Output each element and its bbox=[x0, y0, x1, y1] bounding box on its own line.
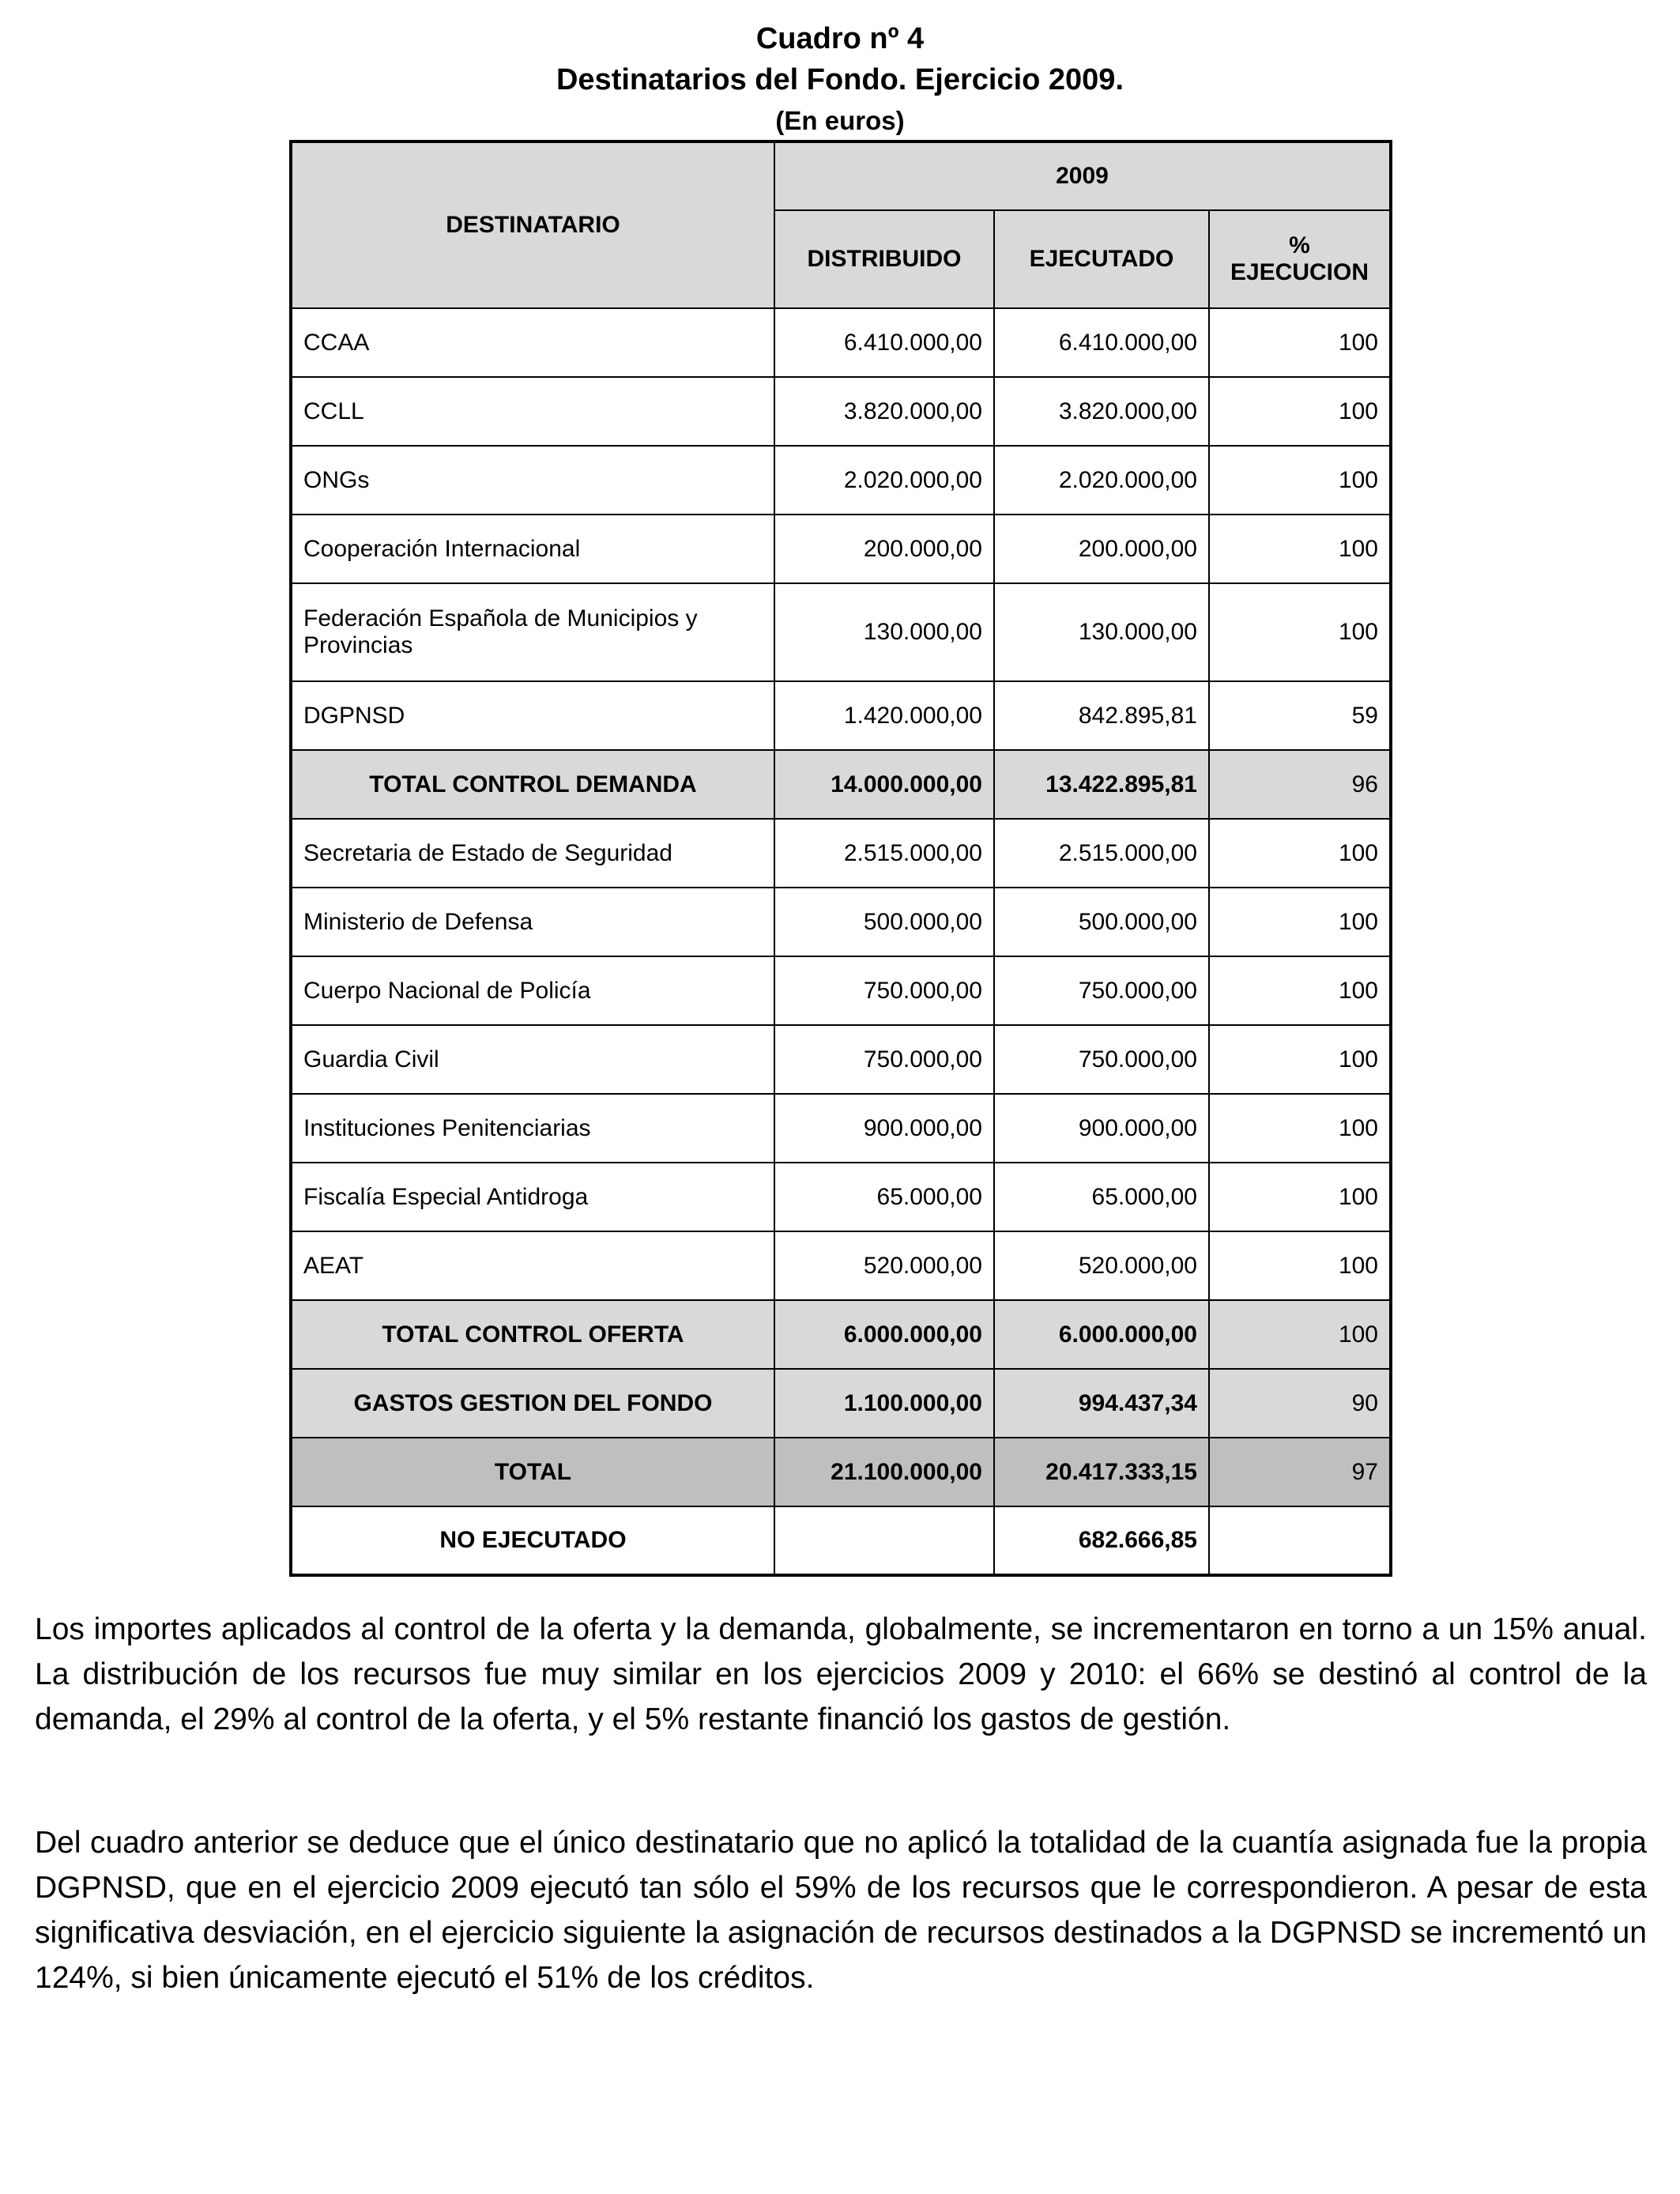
total-row bbox=[291, 1438, 1391, 1506]
row-name: TOTAL CONTROL OFERTA bbox=[291, 1300, 774, 1369]
row-pct: 100 bbox=[1209, 888, 1391, 956]
table-row bbox=[291, 888, 1391, 956]
row-name: DGPNSD bbox=[291, 681, 774, 750]
row-pct: 100 bbox=[1209, 819, 1391, 888]
row-distribuido: 1.420.000,00 bbox=[774, 681, 994, 750]
row-distribuido: 520.000,00 bbox=[774, 1231, 994, 1300]
row-pct: 100 bbox=[1209, 377, 1391, 446]
row-pct: 100 bbox=[1209, 1094, 1391, 1163]
row-distribuido: 130.000,00 bbox=[774, 583, 994, 681]
row-distribuido: 1.100.000,00 bbox=[774, 1369, 994, 1438]
row-ejecutado: 682.666,85 bbox=[994, 1506, 1209, 1575]
recipients-table bbox=[289, 140, 1392, 1577]
row-distribuido: 200.000,00 bbox=[774, 515, 994, 583]
row-ejecutado: 750.000,00 bbox=[994, 1025, 1209, 1094]
row-pct: 100 bbox=[1209, 1163, 1391, 1231]
row-ejecutado: 3.820.000,00 bbox=[994, 377, 1209, 446]
body-paragraph: Los importes aplicados al control de la oferta y la demanda, globalmente, se incrementaron en torno a un 15% anual. La distribución de los recursos fue muy similar en los ejercicios 2009 y 2010: el 66% se destinó al control de la demanda, el 29% al control de la oferta, y el 5% restante financió los gastos de gestión. bbox=[35, 1612, 1647, 1736]
row-pct: 100 bbox=[1209, 446, 1391, 515]
row-ejecutado: 6.000.000,00 bbox=[994, 1300, 1209, 1369]
row-ejecutado: 520.000,00 bbox=[994, 1231, 1209, 1300]
row-name: GASTOS GESTION DEL FONDO bbox=[291, 1369, 774, 1438]
row-ejecutado: 13.422.895,81 bbox=[994, 750, 1209, 819]
row-name: Instituciones Penitenciarias bbox=[291, 1094, 774, 1163]
subtotal-row bbox=[291, 750, 1391, 819]
row-name: AEAT bbox=[291, 1231, 774, 1300]
row-ejecutado: 65.000,00 bbox=[994, 1163, 1209, 1231]
row-name: CCLL bbox=[291, 377, 774, 446]
header-destinatario: DESTINATARIO bbox=[291, 141, 774, 308]
row-pct: 97 bbox=[1209, 1438, 1391, 1506]
subtotal-row bbox=[291, 1300, 1391, 1369]
table-row bbox=[291, 681, 1391, 750]
row-ejecutado: 842.895,81 bbox=[994, 681, 1209, 750]
row-name: CCAA bbox=[291, 308, 774, 377]
row-name: Cuerpo Nacional de Policía bbox=[291, 956, 774, 1025]
row-pct: 100 bbox=[1209, 1231, 1391, 1300]
row-pct: 100 bbox=[1209, 583, 1391, 681]
row-distribuido: 21.100.000,00 bbox=[774, 1438, 994, 1506]
row-distribuido: 750.000,00 bbox=[774, 956, 994, 1025]
row-distribuido: 750.000,00 bbox=[774, 1025, 994, 1094]
row-ejecutado: 500.000,00 bbox=[994, 888, 1209, 956]
row-distribuido: 14.000.000,00 bbox=[774, 750, 994, 819]
table-row bbox=[291, 1231, 1391, 1300]
row-distribuido: 6.410.000,00 bbox=[774, 308, 994, 377]
not-executed-row bbox=[291, 1506, 1391, 1575]
row-distribuido: 900.000,00 bbox=[774, 1094, 994, 1163]
header-year: 2009 bbox=[774, 141, 1391, 210]
table-row bbox=[291, 515, 1391, 583]
row-ejecutado: 2.020.000,00 bbox=[994, 446, 1209, 515]
row-name: Fiscalía Especial Antidroga bbox=[291, 1163, 774, 1231]
table-row bbox=[291, 819, 1391, 888]
row-ejecutado: 20.417.333,15 bbox=[994, 1438, 1209, 1506]
row-distribuido: 500.000,00 bbox=[774, 888, 994, 956]
row-distribuido: 6.000.000,00 bbox=[774, 1300, 994, 1369]
table-title: Cuadro nº 4 bbox=[755, 22, 925, 55]
table-row bbox=[291, 377, 1391, 446]
row-pct: 96 bbox=[1209, 750, 1391, 819]
row-name: Federación Española de Municipios y Provincias bbox=[291, 583, 774, 681]
header-pct-ejecucion bbox=[1209, 210, 1391, 308]
row-ejecutado: 6.410.000,00 bbox=[994, 308, 1209, 377]
row-pct: 100 bbox=[1209, 308, 1391, 377]
header-pct-label: EJECUCION bbox=[1230, 259, 1369, 285]
row-ejecutado: 130.000,00 bbox=[994, 583, 1209, 681]
table-subtitle: Destinatarios del Fondo. Ejercicio 2009. bbox=[556, 63, 1124, 96]
table-units: (En euros) bbox=[775, 106, 905, 135]
header-distribuido: DISTRIBUIDO bbox=[774, 210, 994, 308]
row-name: TOTAL CONTROL DEMANDA bbox=[291, 750, 774, 819]
row-distribuido: 2.515.000,00 bbox=[774, 819, 994, 888]
row-pct bbox=[1209, 1506, 1391, 1575]
row-distribuido bbox=[774, 1506, 994, 1575]
row-ejecutado: 750.000,00 bbox=[994, 956, 1209, 1025]
row-distribuido: 65.000,00 bbox=[774, 1163, 994, 1231]
row-name: NO EJECUTADO bbox=[291, 1506, 774, 1575]
row-ejecutado: 2.515.000,00 bbox=[994, 819, 1209, 888]
body-paragraph: Del cuadro anterior se deduce que el único destinatario que no aplicó la totalidad de la cuantía asignada fue la propia DGPNSD, que en el ejercicio 2009 ejecutó tan sólo el 59% de los recursos que le correspondieron. A pesar de esta significativa desviación, en el ejercicio siguiente la asignación de recursos destinados a la DGPNSD se incrementó un 124%, si bien únicamente ejecutó el 51% de los créditos. bbox=[35, 1826, 1647, 1995]
row-name: Guardia Civil bbox=[291, 1025, 774, 1094]
subtotal-row bbox=[291, 1369, 1391, 1438]
row-name: Cooperación Internacional bbox=[291, 515, 774, 583]
row-pct: 100 bbox=[1209, 1025, 1391, 1094]
row-ejecutado: 200.000,00 bbox=[994, 515, 1209, 583]
row-pct: 100 bbox=[1209, 1300, 1391, 1369]
table-row bbox=[291, 1025, 1391, 1094]
row-distribuido: 2.020.000,00 bbox=[774, 446, 994, 515]
header-pct-symbol: % bbox=[1289, 232, 1310, 258]
row-pct: 59 bbox=[1209, 681, 1391, 750]
table-row bbox=[291, 583, 1391, 681]
table-row bbox=[291, 1163, 1391, 1231]
row-ejecutado: 900.000,00 bbox=[994, 1094, 1209, 1163]
row-pct: 100 bbox=[1209, 956, 1391, 1025]
row-name: ONGs bbox=[291, 446, 774, 515]
row-name: Secretaria de Estado de Seguridad bbox=[291, 819, 774, 888]
row-distribuido: 3.820.000,00 bbox=[774, 377, 994, 446]
row-ejecutado: 994.437,34 bbox=[994, 1369, 1209, 1438]
table-row bbox=[291, 956, 1391, 1025]
table-row bbox=[291, 446, 1391, 515]
row-name: Ministerio de Defensa bbox=[291, 888, 774, 956]
row-name: TOTAL bbox=[291, 1438, 774, 1506]
header-ejecutado: EJECUTADO bbox=[994, 210, 1209, 308]
row-pct: 100 bbox=[1209, 515, 1391, 583]
row-pct: 90 bbox=[1209, 1369, 1391, 1438]
table-row bbox=[291, 1094, 1391, 1163]
table-row bbox=[291, 308, 1391, 377]
